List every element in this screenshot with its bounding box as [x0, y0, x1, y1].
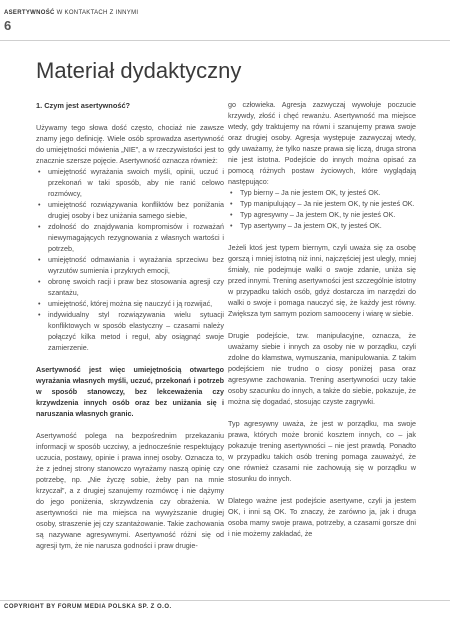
section-heading: 1. Czym jest asertywność? — [36, 101, 131, 110]
list-item — [36, 309, 224, 353]
bullet-icon: • — [230, 199, 233, 208]
footer-divider — [0, 600, 450, 601]
attitudes-list — [228, 187, 416, 231]
list-item-text: Typ agresywny – Ja jestem OK, ty nie jesteś OK. — [240, 210, 396, 219]
list-item — [228, 187, 416, 198]
key-definition: Asertywność jest więc umiejętnością otwartego wyrażania własnych myśli, uczuć, przekonań i potrzeb w sposób stanowczy, bez lekceważenia czy krzywdzenia innych osób oraz bez uniżania się i naruszania własnych granic. — [36, 365, 224, 418]
page-number: 6 — [4, 18, 12, 33]
body-paragraph: Typ agresywny uważa, że jest w porządku, ma swoje prawa, których może bronić kosztem innych, co – jak pokazuje trening asertywności – nie jest prawdą. Ponadto w przypadku takich osób trening pomaga zauważyć, że one również czasami nie zachowują się w porządku w stosunku do innych. — [228, 419, 416, 483]
bullet-icon: • — [230, 188, 233, 197]
bullet-icon: • — [38, 310, 41, 319]
list-item — [228, 198, 416, 209]
body-paragraph: Asertywność polega na bezpośrednim przekazaniu informacji w sposób uczciwy, a jednocześnie respektujący uczucia, postawy, opinie i prawa innej osoby. Oznacza to, że z jednej strony stanowczo wyrażamy naszą opinię czy potrzebę, np. „Nie życzę sobie, żeby pan na mnie krzyczał”, a z drugiej szanujemy rozmówcę i nie dążymy do jego poniżenia, skrzywdzenia czy obrażenia. W asertywności nie ma miejsca na wywyższanie drugiej osoby, straszenie jej czy szantażowanie. Takie zachowania są nazywane agresywnymi. Asertywność różni się od agresji tym, że nie narusza godności i praw drugie- — [36, 431, 224, 550]
list-item-text: umiejętność, której można się nauczyć i ją rozwijać, — [48, 299, 213, 308]
list-item-text: umiejętność wyrażania swoich myśli, opinii, uczuć i przekonań w taki sposób, aby nie ranić celowo rozmówcy, — [48, 167, 224, 198]
bullet-icon: • — [230, 221, 233, 230]
intro-paragraph: Używamy tego słowa dość często, chociaż nie zawsze znamy jego definicję. Wiele osób sprowadza asertywność do umiejętności mówienia „NIE”, a w rzeczywistości jest to znacznie szersze pojęcie. Asertywność oznacza również: — [36, 123, 224, 165]
running-head-title: ASERTYWNOŚĆ — [4, 10, 55, 16]
list-item — [36, 166, 224, 199]
body-paragraph: Jeżeli ktoś jest typem biernym, czyli uważa się za osobę gorszą i mniej istotną niż inni, najczęściej jest ulegly, mniej śmiały, nie podejmuje walki o swoje zdanie, uniża się przed innymi. Trening asertywności jest szczególnie istotny w przypadku takich osób, gdyż dostarcza im narzędzi do walki o swoje i pomaga nauczyć się, że każdy jest równy. Zwiększa tym samym poziom samooceny i wiarę w siebie. — [228, 243, 416, 318]
list-item — [36, 276, 224, 298]
list-item-text: zdolność do znajdywania kompromisów i rozważań niewymagających rezygnowania z własnych wartości i potrzeb, — [48, 222, 224, 253]
running-head — [4, 10, 138, 16]
list-item-text: Typ asertywny – Ja jestem OK, ty jesteś OK. — [240, 221, 382, 230]
bullet-icon: • — [38, 299, 41, 308]
bullet-icon: • — [38, 167, 41, 176]
bullet-icon: • — [38, 200, 41, 209]
list-item — [36, 199, 224, 221]
bullet-icon: • — [38, 255, 41, 264]
bullet-icon: • — [38, 277, 41, 286]
list-item — [36, 254, 224, 276]
body-paragraph: go człowieka. Agresja zazwyczaj wywołuje poczucie krzywdy, złość i chęć rewanżu. Asertywność ma miejsce wtedy, gdy traktujemy na równi i szanujemy prawa swoje oraz drugiej osoby. Agresja występuje zazwyczaj wtedy, gdy uważamy, że tylko nasze prawa się liczą, druga strona nie jest istotna. Podejście do innych można opisać za pomocą różnych postaw życiowych, które wyglądają następująco: — [228, 100, 416, 186]
header-divider — [0, 40, 450, 41]
right-column — [228, 99, 416, 550]
bullet-icon: • — [230, 210, 233, 219]
list-item — [228, 220, 416, 231]
list-item — [36, 221, 224, 254]
left-column — [36, 100, 224, 562]
list-item-text: umiejętność odmawiania i wyrażania sprzeciwu bez wyrzutów sumienia i przykrych emocji, — [48, 255, 224, 275]
list-item-text: umiejętność rozwiązywania konfliktów bez ponižania drugiej osoby i bez uniżania samego siebie, — [48, 200, 224, 220]
running-head-subtitle: W KONTAKTACH Z INNYMI — [54, 10, 139, 16]
list-item-text: Typ manipulujący – Ja nie jestem OK, ty nie jesteś OK. — [240, 199, 415, 208]
list-item-text: Typ bierny – Ja nie jestem OK, ty jesteś OK. — [240, 188, 381, 197]
body-paragraph: Drugie podejście, tzw. manipulacyjne, oznacza, że uważamy siebie i innych za osoby nie w porządku, czyli zdolne do kłamstwa, wymuszania, manipulowania. Z takim podejściem nie trudno o ciosy poniżej pasa oraz agresywne zachowania. Trening asertywności uczy takie osoby szacunku do innych, a także do siebie, pokazuje, że można się dogadać, stosując czyste zagrywki. — [228, 331, 416, 406]
list-item-text: indywidualny styl rozwiązywania wielu sytuacji konfliktowych w sposób elastyczny – czasami należy połączyć kilka metod i reguł, aby osiągnąć swoje zamierzenie. — [48, 310, 224, 352]
list-item-text: obronę swoich racji i praw bez stosowania agresji czy szantażu, — [48, 277, 224, 297]
list-item — [36, 298, 224, 309]
page-title: Materiał dydaktyczny — [36, 58, 242, 83]
definition-list — [36, 166, 224, 353]
copyright-notice: COPYRIGHT BY FORUM MEDIA POLSKA SP. Z O.O. — [4, 604, 172, 610]
bullet-icon: • — [38, 222, 41, 231]
list-item — [228, 209, 416, 220]
body-paragraph: Dlatego ważne jest podejście asertywne, czyli ja jestem OK, i inni są OK. To znaczy, że zarówno ja, jak i druga osoba mamy swoje prawa, potrzeby, a czasami gorsze dni i nie możemy zakładać, że — [228, 496, 416, 538]
